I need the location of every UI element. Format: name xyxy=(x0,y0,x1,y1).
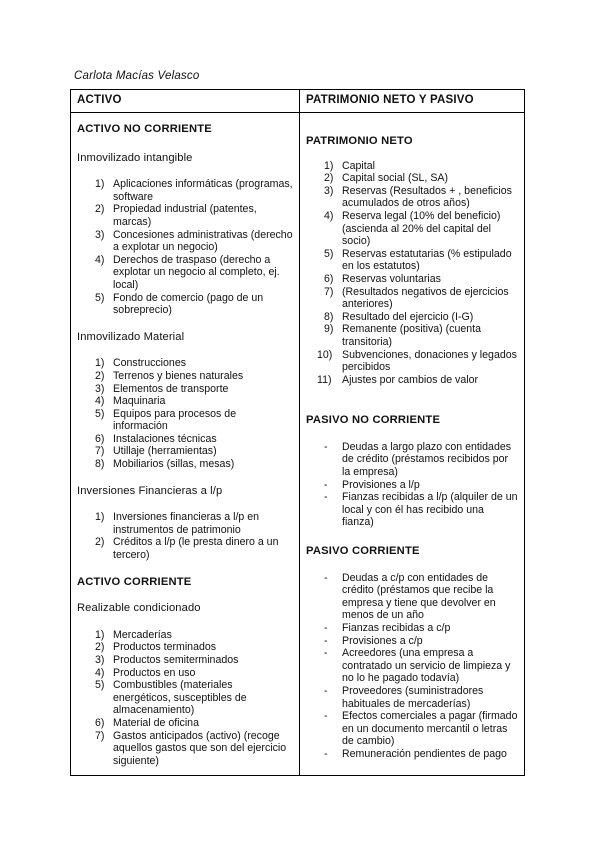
list-item: 8) Resultado del ejercicio (I-G) xyxy=(324,310,474,323)
list-item: 1) Construcciones xyxy=(95,357,187,370)
list-item: 4) Derechos de traspaso (derecho a explotar un negocio al completo, ej. local) xyxy=(95,253,280,291)
inversiones-financieras-list xyxy=(77,511,293,561)
list-item: 2) Productos terminados xyxy=(95,641,217,654)
activo-column xyxy=(71,113,300,776)
list-item: - Proveedores (suministradores habituales de mercaderías) xyxy=(324,684,484,710)
list-item: 2) Créditos a l/p (le presta dinero a un tercero) xyxy=(95,536,279,562)
list-item: - Fianzas recibidas a l/p (alquiler de un local y con él has recibido una fianza) xyxy=(324,491,518,529)
list-item: 8) Mobiliarios (sillas, mesas) xyxy=(95,458,235,471)
inversiones-financieras-heading: Inversiones Financieras a l/p xyxy=(77,484,223,497)
list-item: - Fianzas recibidas a c/p xyxy=(324,622,451,634)
list-item: 2) Propiedad industrial (patentes, marcas) xyxy=(95,203,257,228)
activo-corriente-heading: ACTIVO CORRIENTE xyxy=(77,575,192,588)
pasivo-corriente-heading: PASIVO CORRIENTE xyxy=(306,545,420,558)
pasivo-corriente-list xyxy=(306,572,518,761)
header-activo: ACTIVO xyxy=(71,90,300,113)
inmovilizado-intangible-heading: Inmovilizado intangible xyxy=(77,151,193,164)
list-item: 6) Material de oficina xyxy=(95,716,199,729)
list-item: 7) (Resultados negativos de ejercicios anteriores) xyxy=(324,285,509,311)
list-item: 1) Aplicaciones informáticas (programas, software xyxy=(95,178,293,203)
list-item: 1) Mercaderías xyxy=(95,628,172,641)
list-item: 3) Productos semiterminados xyxy=(95,654,239,666)
list-item: - Acreedores (una empresa a contratado un servicio de limpieza y no lo he pagado todavía) xyxy=(324,647,511,685)
list-item: - Provisiones a c/p xyxy=(324,634,423,647)
list-item: 5) Fondo de comercio (pago de un sobreprecio) xyxy=(95,291,264,317)
list-item: 7) Gastos anticipados (activo) (recoge aquellos gastos que son del ejercicio siguiente) xyxy=(95,729,287,767)
list-item: 2) Capital social (SL, SA) xyxy=(324,172,448,185)
activo-no-corriente-heading: ACTIVO NO CORRIENTE xyxy=(77,123,212,135)
header-patrimonio-pasivo: PATRIMONIO NETO Y PASIVO xyxy=(300,90,525,113)
patrimonio-neto-list xyxy=(306,160,518,387)
list-item: 5) Combustibles (materiales energéticos, susceptibles de almacenamiento) xyxy=(95,679,247,717)
header-row xyxy=(71,90,525,113)
inmovilizado-material-list xyxy=(77,357,293,470)
list-item: 1) Inversiones financieras a l/p en instrumentos de patrimonio xyxy=(95,511,260,536)
list-item: 1) Capital xyxy=(324,159,375,172)
pasivo-no-corriente-list xyxy=(306,441,518,529)
list-item: 6) Reservas voluntarias xyxy=(324,272,441,285)
list-item: 2) Terrenos y bienes naturales xyxy=(95,369,244,382)
list-item: 5) Reservas estatutarias (% estipulado en los estatutos) xyxy=(324,247,512,273)
list-item: - Deudas a largo plazo con entidades de crédito (préstamos recibidos por la empresa) xyxy=(324,440,512,479)
list-item: 7) Utillaje (herramientas) xyxy=(95,445,217,458)
balance-table xyxy=(70,89,525,776)
inmovilizado-material-heading: Inmovilizado Material xyxy=(77,330,185,343)
list-item: 3) Concesiones administrativas (derecho a explotar un negocio) xyxy=(95,228,293,254)
list-item: 11) Ajustes por cambios de valor xyxy=(317,373,479,386)
list-item: - Remuneración pendientes de pago xyxy=(324,747,507,760)
realizable-condicionado-list xyxy=(77,629,293,768)
pasivo-no-corriente-heading: PASIVO NO CORRIENTE xyxy=(306,414,441,427)
list-item: 5) Equipos para procesos de información xyxy=(95,407,237,433)
list-item: 4) Productos en uso xyxy=(95,666,196,679)
author-name: Carlota Macías Velasco xyxy=(74,70,200,82)
list-item: 3) Elementos de transporte xyxy=(95,382,229,395)
list-item: 6) Instalaciones técnicas xyxy=(95,432,217,445)
content-row xyxy=(71,113,525,776)
list-item: 4) Reserva legal (10% del beneficio) (ascienda al 20% del capital del socio) xyxy=(324,209,501,248)
patrimonio-pasivo-column xyxy=(300,113,525,776)
realizable-condicionado-heading: Realizable condicionado xyxy=(77,602,201,615)
list-item: 9) Remanente (positiva) (cuenta transitoria) xyxy=(324,323,481,348)
list-item: 10) Subvenciones, donaciones y legados percibidos xyxy=(317,348,517,374)
list-item: - Deudas a c/p con entidades de crédito (préstamos que recibe la empresa y tiene que devolver en menos de un año xyxy=(324,571,496,622)
patrimonio-neto-heading: PATRIMONIO NETO xyxy=(306,135,413,147)
list-item: - Provisiones a l/p xyxy=(324,478,420,491)
inmovilizado-intangible-list xyxy=(77,178,293,317)
list-item: 4) Maquinaria xyxy=(95,395,166,408)
list-item: - Efectos comerciales a pagar (firmado en un documento mercantil o letras de cambio) xyxy=(324,710,518,748)
list-item: 3) Reservas (Resultados + , beneficios acumulados de otros años) xyxy=(324,184,512,210)
